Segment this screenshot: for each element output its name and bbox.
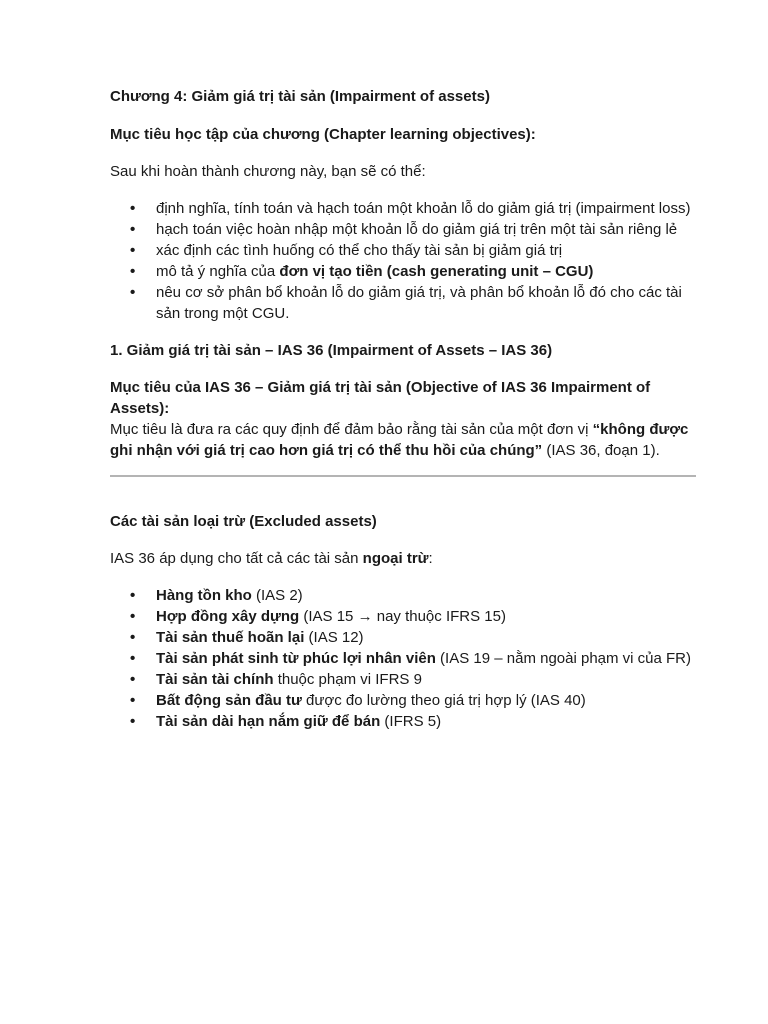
list-item: • Bất động sản đầu tư được đo lường theo giá trị hợp lý (IAS 40) [130,692,586,709]
ias36-objective-text: Mục tiêu là đưa ra các quy định để đảm bảo rằng tài sản của một đơn vị “không được ghi nhận với giá trị cao hơn giá trị có thể thu hồi của chúng” (IAS 36, đoạn 1). [110,421,689,459]
bullet-icon: • [130,587,136,604]
list-item: • mô tả ý nghĩa của đơn vị tạo tiền (cash generating unit – CGU) [130,263,594,280]
horizontal-divider [110,475,696,477]
ias36-objective-heading: Mục tiêu của IAS 36 – Giảm giá trị tài sản (Objective of IAS 36 Impairment of Assets): [110,379,651,417]
list-item: • nêu cơ sở phân bổ khoản lỗ do giảm giá trị, và phân bổ khoản lỗ đó cho các tài sản trong một CGU. [130,284,682,322]
list-item: • Tài sản tài chính thuộc phạm vi IFRS 9 [130,671,422,688]
list-item: • xác định các tình huống có thể cho thấy tài sản bị giảm giá trị [130,242,563,259]
document-page [110,86,700,732]
bullet-icon: • [130,284,136,301]
bullet-icon: • [130,263,136,280]
bullet-icon: • [130,242,136,259]
objectives-list [110,198,700,324]
excluded-assets-list [110,585,700,732]
excluded-assets-intro: IAS 36 áp dụng cho tất cả các tài sản ngoại trừ: [110,550,433,567]
excluded-assets-heading: Các tài sản loại trừ (Excluded assets) [110,513,377,530]
list-item: • Hàng tồn kho (IAS 2) [130,587,303,604]
bullet-icon: • [130,671,136,688]
objectives-intro: Sau khi hoàn thành chương này, bạn sẽ có thể: [110,163,426,180]
bullet-icon: • [130,713,136,730]
bullet-icon: • [130,200,136,217]
bullet-icon: • [130,221,136,238]
ias36-objective [110,377,700,461]
bullet-icon: • [130,608,136,625]
bullet-icon: • [130,650,136,667]
cgu-term: đơn vị tạo tiền (cash generating unit – CGU) [279,263,594,280]
list-item: • hạch toán việc hoàn nhập một khoản lỗ do giảm giá trị trên một tài sản riêng lẻ [130,221,678,238]
objectives-heading: Mục tiêu học tập của chương (Chapter learning objectives): [110,126,536,143]
section-title: 1. Giảm giá trị tài sản – IAS 36 (Impairment of Assets – IAS 36) [110,342,553,359]
list-item: • Tài sản dài hạn nắm giữ để bán (IFRS 5) [130,713,442,730]
chapter-title: Chương 4: Giảm giá trị tài sản (Impairment of assets) [110,88,490,105]
bullet-icon: • [130,629,136,646]
ias36-quote: “không được ghi nhận với giá trị cao hơn giá trị có thể thu hồi của chúng” [110,421,689,459]
list-item: • Tài sản phát sinh từ phúc lợi nhân viên (IAS 19 – nằm ngoài phạm vi của FR) [130,650,692,667]
list-item: • Tài sản thuế hoãn lại (IAS 12) [130,629,364,646]
list-item: • Hợp đồng xây dựng (IAS 15 → nay thuộc IFRS 15) [130,608,506,625]
bullet-icon: • [130,692,136,709]
list-item: • định nghĩa, tính toán và hạch toán một khoản lỗ do giảm giá trị (impairment loss) [130,200,691,217]
